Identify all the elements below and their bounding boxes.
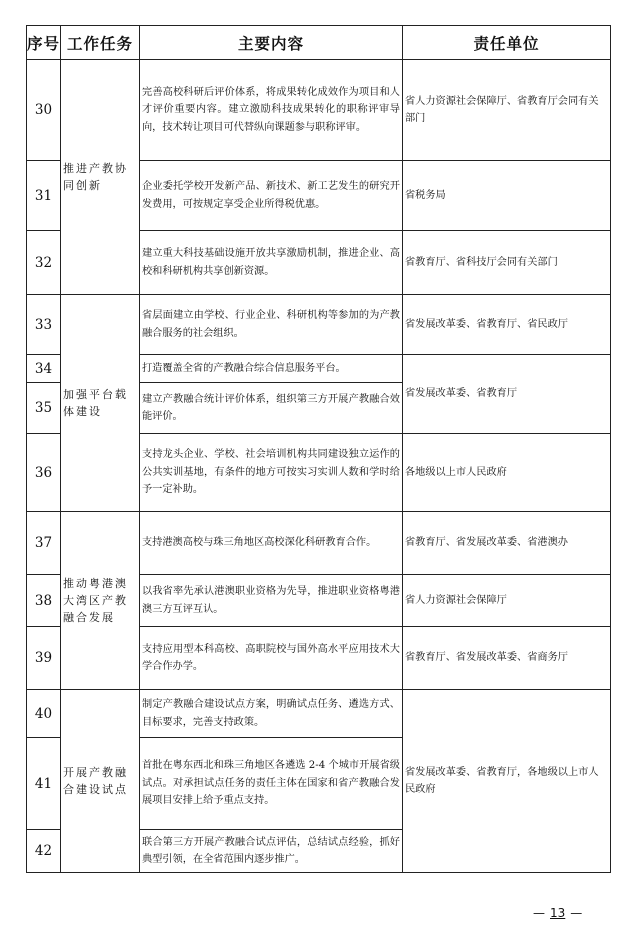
table-row [27, 295, 611, 355]
row-no: 39 [27, 627, 61, 690]
row-unit: 省人力资源社会保障厅 [403, 575, 611, 627]
row-unit: 省发展改革委、省教育厅 [403, 355, 611, 434]
task-cell: 加强平台载体建设 [61, 295, 140, 512]
row-content: 建立产教融合统计评价体系，组织第三方开展产教融合效能评价。 [140, 383, 403, 434]
row-no: 37 [27, 512, 61, 575]
header-task: 工作任务 [61, 26, 140, 60]
row-content: 完善高校科研后评价体系，将成果转化成效作为项目和人才评价重要内容。建立激励科技成果转化的职称评审导向，技术转让项目可代替纵向课题参与职称评审。 [140, 60, 403, 161]
row-no: 30 [27, 60, 61, 161]
task-cell: 推动粤港澳大湾区产教融合发展 [61, 512, 140, 690]
row-content: 联合第三方开展产教融合试点评估，总结试点经验，抓好典型引领，在全省范围内逐步推广。 [140, 830, 403, 873]
task-cell: 推进产教协同创新 [61, 60, 140, 295]
row-unit: 省税务局 [403, 161, 611, 231]
row-content: 首批在粤东西北和珠三角地区各遴选 2-4 个城市开展省级试点。对承担试点任务的责任主体在国家和省产教融合发展项目安排上给予重点支持。 [140, 738, 403, 830]
row-unit: 省教育厅、省发展改革委、省商务厅 [403, 627, 611, 690]
row-unit: 省教育厅、省科技厅会同有关部门 [403, 231, 611, 295]
row-unit: 省发展改革委、省教育厅、省民政厅 [403, 295, 611, 355]
table-row [27, 60, 611, 161]
task-cell: 开展产教融合建设试点 [61, 690, 140, 873]
table-header-row [27, 26, 611, 60]
row-content: 以我省率先承认港澳职业资格为先导，推进职业资格粤港澳三方互评互认。 [140, 575, 403, 627]
row-no: 32 [27, 231, 61, 295]
row-content: 打造覆盖全省的产教融合综合信息服务平台。 [140, 355, 403, 383]
row-content: 省层面建立由学校、行业企业、科研机构等参加的为产教融合服务的社会组织。 [140, 295, 403, 355]
row-content: 建立重大科技基础设施开放共享激励机制，推进企业、高校和科研机构共享创新资源。 [140, 231, 403, 295]
row-content: 支持龙头企业、学校、社会培训机构共同建设独立运作的公共实训基地，有条件的地方可按实习实训人数和学时给予一定补助。 [140, 434, 403, 512]
page-dash-right: — [570, 906, 583, 920]
row-no: 35 [27, 383, 61, 434]
header-content: 主要内容 [140, 26, 403, 60]
row-no: 33 [27, 295, 61, 355]
row-unit: 省发展改革委、省教育厅，各地级以上市人民政府 [403, 690, 611, 873]
table-row [27, 690, 611, 738]
row-unit: 省教育厅、省发展改革委、省港澳办 [403, 512, 611, 575]
responsibility-table [26, 25, 611, 873]
row-content: 支持港澳高校与珠三角地区高校深化科研教育合作。 [140, 512, 403, 575]
row-no: 40 [27, 690, 61, 738]
page-dash-left: — [533, 906, 545, 920]
row-no: 36 [27, 434, 61, 512]
row-content: 支持应用型本科高校、高职院校与国外高水平应用技术大学合作办学。 [140, 627, 403, 690]
row-no: 41 [27, 738, 61, 830]
row-unit: 省人力资源社会保障厅、省教育厅会同有关部门 [403, 60, 611, 161]
page-number [533, 906, 582, 920]
row-content: 企业委托学校开发新产品、新技术、新工艺发生的研究开发费用，可按规定享受企业所得税优惠。 [140, 161, 403, 231]
row-unit: 各地级以上市人民政府 [403, 434, 611, 512]
row-no: 34 [27, 355, 61, 383]
row-no: 31 [27, 161, 61, 231]
row-content: 制定产教融合建设试点方案，明确试点任务、遴选方式、目标要求，完善支持政策。 [140, 690, 403, 738]
header-no: 序号 [27, 26, 61, 60]
row-no: 42 [27, 830, 61, 873]
row-no: 38 [27, 575, 61, 627]
header-unit: 责任单位 [403, 26, 611, 60]
page-number-value: 13 [550, 906, 566, 920]
table-row [27, 512, 611, 575]
